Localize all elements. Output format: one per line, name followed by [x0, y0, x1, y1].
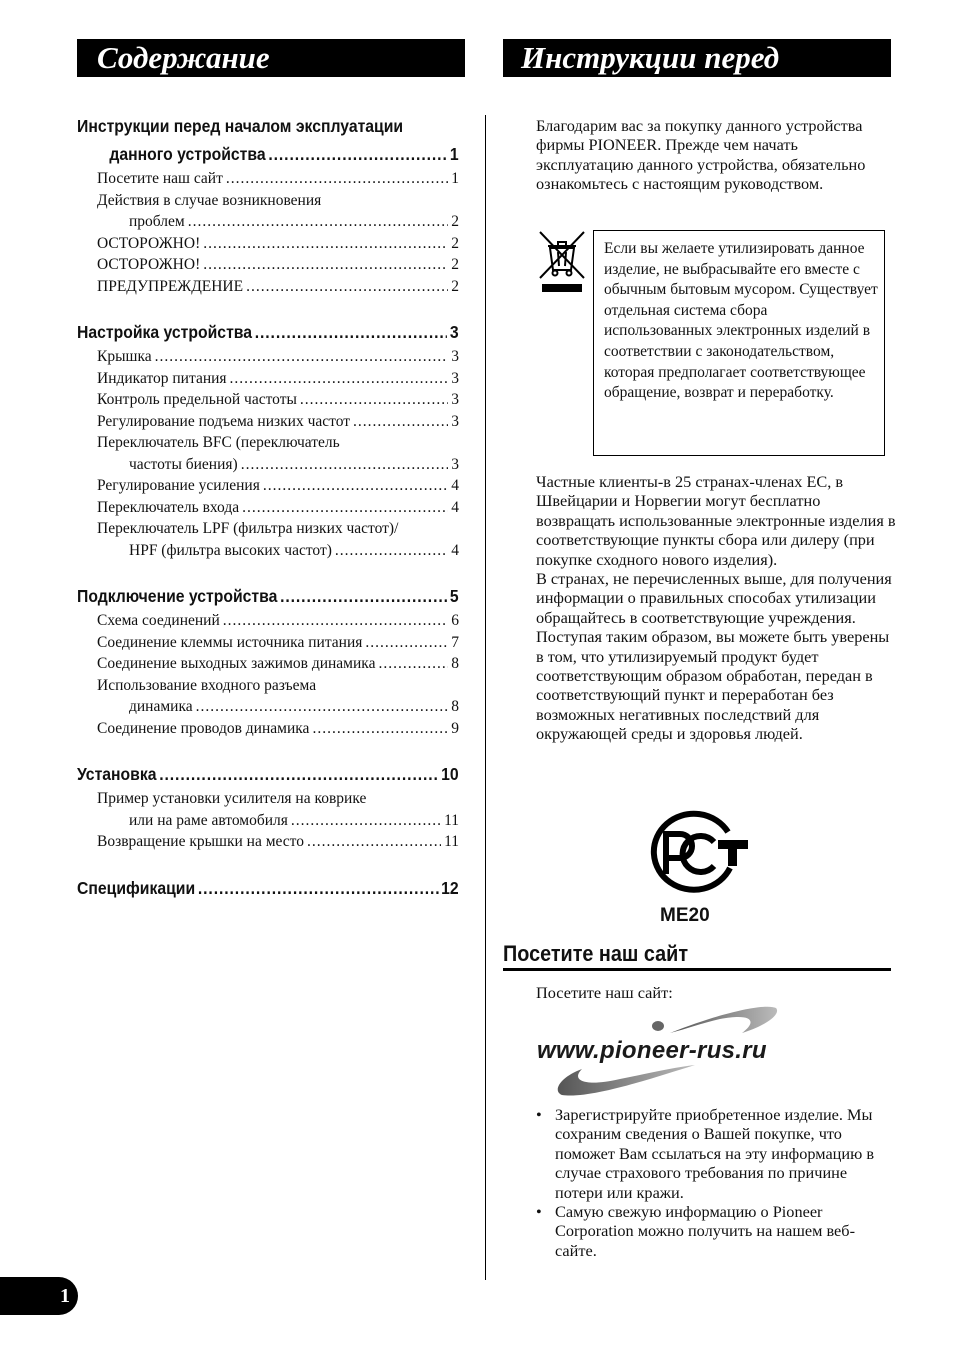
toc-section-3[interactable]: Подключение устройства ..... 5: [77, 582, 459, 610]
list-item: • Зарегистрируйте приобретенное изделие. Мы сохраним сведения о Вашей покупке, что поможет Вам ссылаться на эту информацию в случае страхового требования по причине потери или кражи.: [536, 1105, 894, 1202]
toc-item[interactable]: Пример установки усилителя на коврике: [97, 790, 367, 807]
toc-item[interactable]: Соединение клеммы источника питания ..... 7: [97, 632, 459, 654]
toc-item[interactable]: Переключатель LPF (фильтра низких частот)/: [97, 520, 399, 537]
toc-item[interactable]: Посетите наш сайт ..... 1: [97, 168, 459, 190]
toc-item[interactable]: Соединение проводов динамика ..... 9: [97, 718, 459, 740]
website-heading: Посетите наш сайт: [503, 941, 891, 971]
toc-item[interactable]: Возвращение крышки на место ..... 11: [97, 831, 459, 853]
list-item: • Самую свежую информацию о Pioneer Corporation можно получить на нашем веб-сайте.: [536, 1202, 894, 1260]
toc-item[interactable]: Контроль предельной частоты ..... 3: [97, 389, 459, 411]
website-lead: Посетите наш сайт:: [536, 983, 673, 1002]
toc-section-5[interactable]: Спецификации ..... 12: [77, 874, 459, 902]
website-url-link[interactable]: www.pioneer-rus.ru: [537, 1037, 767, 1064]
toc-section-4[interactable]: Установка ..... 10: [77, 760, 459, 788]
toc-item[interactable]: Использование входного разъема: [97, 676, 317, 694]
toc-item[interactable]: Переключатель BFC (переключатель: [97, 434, 340, 451]
toc-item[interactable]: ОСТОРОЖНО! ..... 2: [97, 254, 459, 276]
disposal-notice-box: Если вы желаете утилизировать данное изделие, не выбрасывайте его вместе с обычным бытовым мусором. Существует отдельная система сбора использованных электронных изделий в соответствии с законодательством, которая предполагает соответствующее обращение, возврат и переработку.: [593, 230, 885, 456]
certification-code: ME20: [660, 905, 710, 926]
page-number-tab: 1: [0, 1277, 78, 1315]
toc-section-2[interactable]: Настройка устройства ..... 3: [77, 318, 459, 346]
toc-section-1[interactable]: Инструкции перед началом эксплуатации данного устройства ..... 1: [77, 112, 459, 168]
toc-item[interactable]: Действия в случае возникновения: [97, 191, 322, 209]
table-of-contents: [77, 112, 459, 902]
toc-section-4-items: Пример установки усилителя на коврике или на раме автомобиля ..... 11 Возвращение крышки на место ..... 11: [97, 788, 459, 853]
toc-section-2-items: Крышка ..... 3 Индикатор питания ..... 3 Контроль предельной частоты ..... 3 Регулирование подъема низких частот ..... 3 Переключатель BFC (переключатель частоты биения) ..... 3 Регулирование усиления ..... 4 Переключатель входа ..... 4 Переключатель LPF (фильтра низких частот)/ HPF (фильтра высоких частот) ..... 4: [97, 346, 459, 561]
crossed-bin-icon: [534, 226, 590, 296]
toc-item[interactable]: Индикатор питания ..... 3: [97, 368, 459, 390]
toc-item[interactable]: Регулирование подъема низких частот ..... 3: [97, 411, 459, 433]
website-benefits-list: [536, 1105, 894, 1260]
gost-r-cert-icon: [640, 808, 752, 894]
column-divider: [485, 115, 486, 1280]
instructions-banner: Инструкции перед началом: [503, 39, 891, 77]
disposal-paragraphs: Частные клиенты-в 25 странах-членах ЕС, в Швейцарии и Норвегии могут бесплатно возвращать использованные электронные изделия в соответствующие пункты сбора или дилеру (при покупке сходного нового изделия). В странах, не перечисленных выше, для получения информации о правильных способах утилизации обращайтесь в соответствующие учреждения. Поступая таким образом, вы можете быть уверены в том, что утилизируемый продукт будет соответствующим образом обработан, передан в соответствующий пункт и переработан без возможных негативных последствий для окружающей среды и здоровья людей.: [536, 472, 896, 744]
toc-item[interactable]: Схема соединений ..... 6: [97, 610, 459, 632]
toc-item[interactable]: Крышка ..... 3: [97, 346, 459, 368]
toc-section-3-items: Схема соединений ..... 6 Соединение клеммы источника питания ..... 7 Соединение выходных зажимов динамика ..... 8 Использование входного разъема динамика ..... 8 Соединение проводов динамика ..... 9: [97, 610, 459, 739]
intro-paragraph: Благодарим вас за покупку данного устройства фирмы PIONEER. Прежде чем начать эксплуатацию данного устройства, обязательно ознакомьтесь с настоящим руководством.: [536, 116, 866, 194]
toc-section-1-items: Посетите наш сайт ..... 1 Действия в случае возникновения проблем ..... 2 ОСТОРОЖНО! ..... 2 ОСТОРОЖНО! ..... 2 ПРЕДУПРЕЖДЕНИЕ ..... 2: [97, 168, 459, 297]
toc-item[interactable]: ОСТОРОЖНО! ..... 2: [97, 233, 459, 255]
toc-item[interactable]: Соединение выходных зажимов динамика ..... 8: [97, 653, 459, 675]
toc-item[interactable]: ПРЕДУПРЕЖДЕНИЕ ..... 2: [97, 276, 459, 298]
toc-item[interactable]: Переключатель входа ..... 4: [97, 497, 459, 519]
contents-banner: Содержание: [77, 39, 465, 77]
toc-item[interactable]: Регулирование усиления ..... 4: [97, 475, 459, 497]
